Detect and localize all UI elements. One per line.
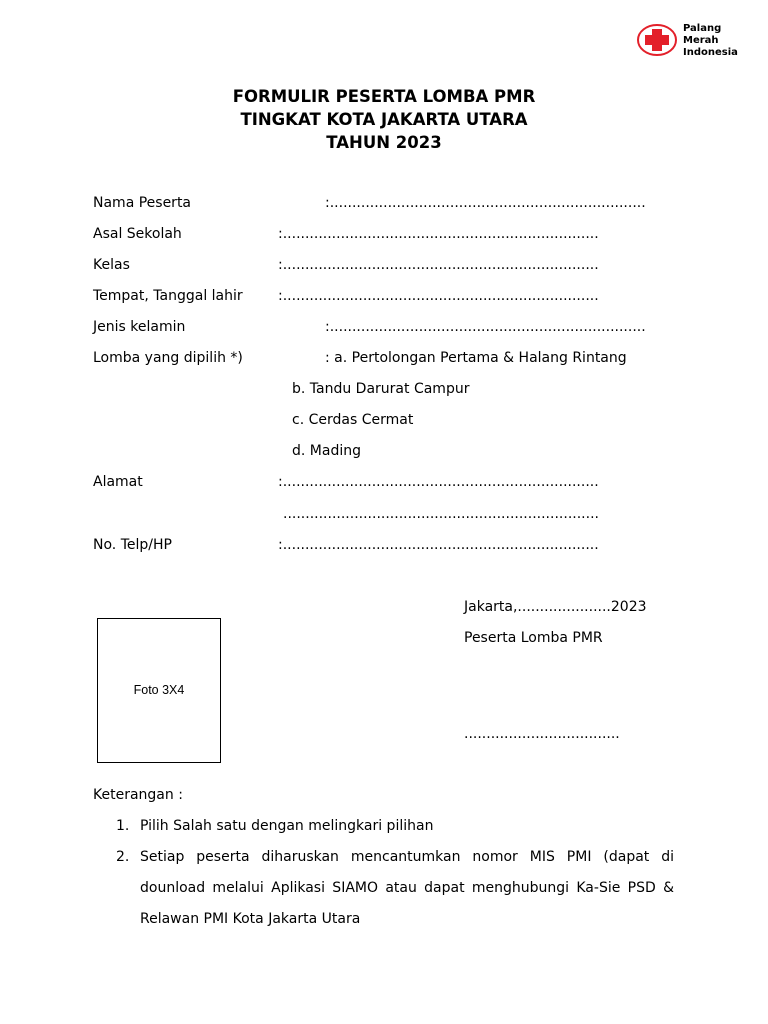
note-1-number: 1. bbox=[116, 818, 130, 834]
lomba-option-d[interactable]: d. Mading bbox=[292, 443, 361, 459]
note-2-line-3: Relawan PMI Kota Jakarta Utara bbox=[140, 911, 361, 927]
tempat-tanggal-lahir-label: Tempat, Tanggal lahir bbox=[93, 288, 243, 304]
alamat-label: Alamat bbox=[93, 474, 143, 490]
lomba-label: Lomba yang dipilih *) bbox=[93, 350, 243, 366]
alamat-field-line-2[interactable]: ....................................................................... bbox=[283, 506, 599, 522]
asal-sekolah-label: Asal Sekolah bbox=[93, 226, 182, 242]
photo-placeholder-label: Foto 3X4 bbox=[133, 683, 185, 697]
kelas-field[interactable]: :....................................................................... bbox=[278, 257, 599, 273]
jenis-kelamin-label: Jenis kelamin bbox=[93, 319, 186, 335]
lomba-option-b[interactable]: b. Tandu Darurat Campur bbox=[292, 381, 470, 397]
form-title-line-3: TAHUN 2023 bbox=[326, 133, 442, 152]
jenis-kelamin-field[interactable]: :....................................................................... bbox=[325, 319, 646, 335]
kelas-label: Kelas bbox=[93, 257, 130, 273]
red-cross-emblem-icon bbox=[636, 23, 678, 57]
keterangan-heading: Keterangan : bbox=[93, 787, 183, 803]
logo-text-line-1: Palang bbox=[683, 23, 722, 34]
signature-place-date[interactable]: Jakarta,.....................2023 bbox=[464, 599, 647, 615]
lomba-option-a[interactable]: : a. Pertolongan Pertama & Halang Rintang bbox=[325, 350, 627, 366]
note-2-number: 2. bbox=[116, 849, 130, 865]
asal-sekolah-field[interactable]: :....................................................................... bbox=[278, 226, 599, 242]
photo-placeholder-box bbox=[97, 618, 221, 763]
note-2-line-2: dounload melalui Aplikasi SIAMO atau dapat menghubungi Ka-Sie PSD & bbox=[140, 880, 674, 896]
telp-label: No. Telp/HP bbox=[93, 537, 172, 553]
signature-role: Peserta Lomba PMR bbox=[464, 630, 603, 646]
nama-peserta-field[interactable]: :....................................................................... bbox=[325, 195, 646, 211]
tempat-tanggal-lahir-field[interactable]: :....................................................................... bbox=[278, 288, 599, 304]
logo-text-line-3: Indonesia bbox=[683, 47, 738, 58]
logo-text-line-2: Merah bbox=[683, 35, 719, 46]
lomba-option-c[interactable]: c. Cerdas Cermat bbox=[292, 412, 414, 428]
form-title-line-2: TINGKAT KOTA JAKARTA UTARA bbox=[240, 110, 528, 129]
note-2-line-1: Setiap peserta diharuskan mencantumkan nomor MIS PMI (dapat di bbox=[140, 849, 674, 865]
alamat-field[interactable]: :....................................................................... bbox=[278, 474, 599, 490]
note-1-text: Pilih Salah satu dengan melingkari pilihan bbox=[140, 818, 434, 834]
telp-field[interactable]: :....................................................................... bbox=[278, 537, 599, 553]
form-title-line-1: FORMULIR PESERTA LOMBA PMR bbox=[232, 87, 536, 106]
nama-peserta-label: Nama Peserta bbox=[93, 195, 192, 211]
signature-name-line[interactable]: ................................... bbox=[464, 726, 620, 742]
